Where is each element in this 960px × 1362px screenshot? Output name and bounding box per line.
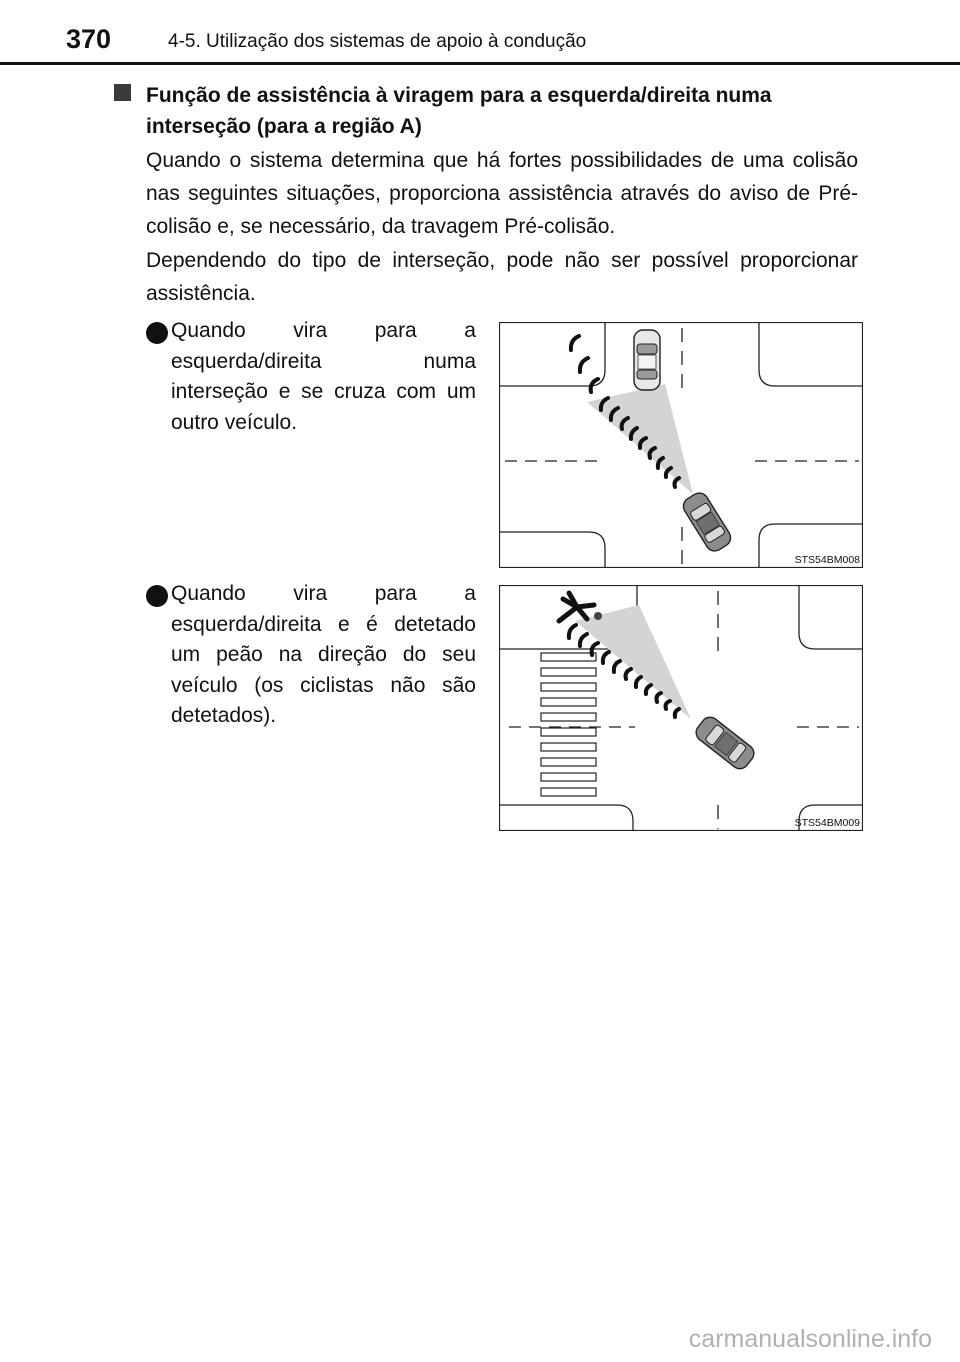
limitation-paragraph: Dependendo do tipo de interseção, pode não ser possível proporcionar assistência. [146,249,858,305]
figure-code: STS54BM008 [794,554,860,566]
intersection-pedestrian-illustration [499,585,863,831]
figure-intersection-vehicle [499,322,863,568]
list-item: Quando vira para a esquerda/direita numa interseção e se cruza com um outro veículo. [171,319,476,434]
intro-paragraph: Quando o sistema determina que há fortes possibilidades de uma colisão nas seguintes situações, proporciona assistência através do aviso de Pré-colisão e, se necessário, da travagem Pré-colisão. [146,149,858,238]
list-item: Quando vira para a esquerda/direita e é detetado um peão na direção do seu veículo (os ciclistas não são detetados). [171,582,476,727]
section-marker-icon [114,84,131,101]
running-head: 4-5. Utilização dos sistemas de apoio à condução [168,31,587,52]
watermark: carmanualsonline.info [688,1325,932,1353]
header-rule [0,62,960,65]
bullet-icon [146,585,168,607]
intersection-vehicle-illustration [499,322,863,568]
page-number: 370 [66,24,112,54]
section-title: Função de assistência à viragem para a esquerda/direita numa interseção (para a região A) [146,84,772,138]
bullet-icon [146,322,168,344]
figure-intersection-pedestrian [499,585,863,831]
figure-code: STS54BM009 [794,817,860,829]
